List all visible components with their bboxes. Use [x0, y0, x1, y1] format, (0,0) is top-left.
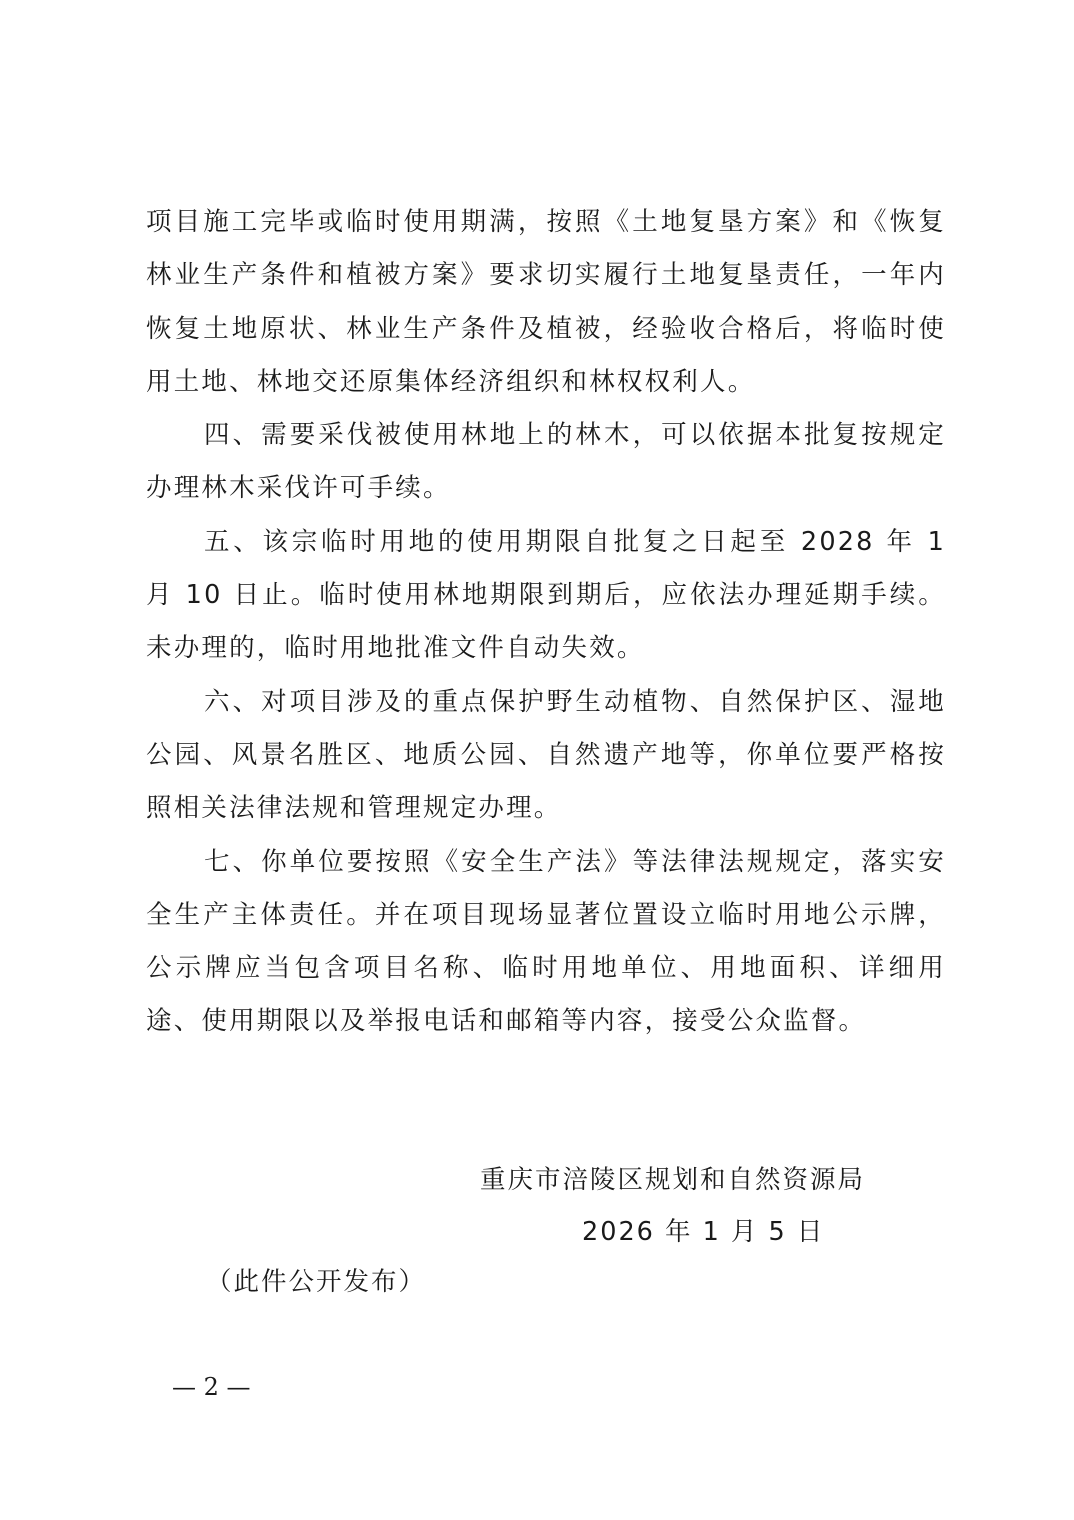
publication-notice: （此件公开发布）	[206, 1267, 427, 1297]
paragraph-continuation: 项目施工完毕或临时使用期满，按照《土地复垦方案》和《恢复林业生产条件和植被方案》要求切实履行土地复垦责任，一年内恢复土地原状、林业生产条件及植被，经验收合格后，将临时使用土地、林地交还原集体经济组织和林权权利人。	[146, 207, 946, 397]
paragraph-item-4: 四、需要采伐被使用林地上的林木，可以依据本批复按规定办理林木采伐许可手续。	[146, 420, 946, 504]
paragraph-item-5: 五、该宗临时用地的使用期限自批复之日起至 2028 年 1 月 10 日止。临时使用林地期限到期后，应依法办理延期手续。未办理的，临时用地批准文件自动失效。	[146, 526, 946, 664]
page-number: — 2 —	[172, 1373, 251, 1401]
issue-date: 2026 年 1 月 5 日	[582, 1217, 825, 1247]
document-body	[146, 196, 946, 1049]
signature-block	[480, 1160, 900, 1247]
paragraph-item-7: 七、你单位要按照《安全生产法》等法律法规规定，落实安全生产主体责任。并在项目现场显著位置设立临时用地公示牌，公示牌应当包含项目名称、临时用地单位、用地面积、详细用途、使用期限以及举报电话和邮箱等内容，接受公众监督。	[146, 846, 946, 1037]
issuing-organization: 重庆市涪陵区规划和自然资源局	[480, 1165, 866, 1195]
paragraph-item-6: 六、对项目涉及的重点保护野生动植物、自然保护区、湿地公园、风景名胜区、地质公园、自然遗产地等，你单位要严格按照相关法律法规和管理规定办理。	[146, 686, 946, 824]
